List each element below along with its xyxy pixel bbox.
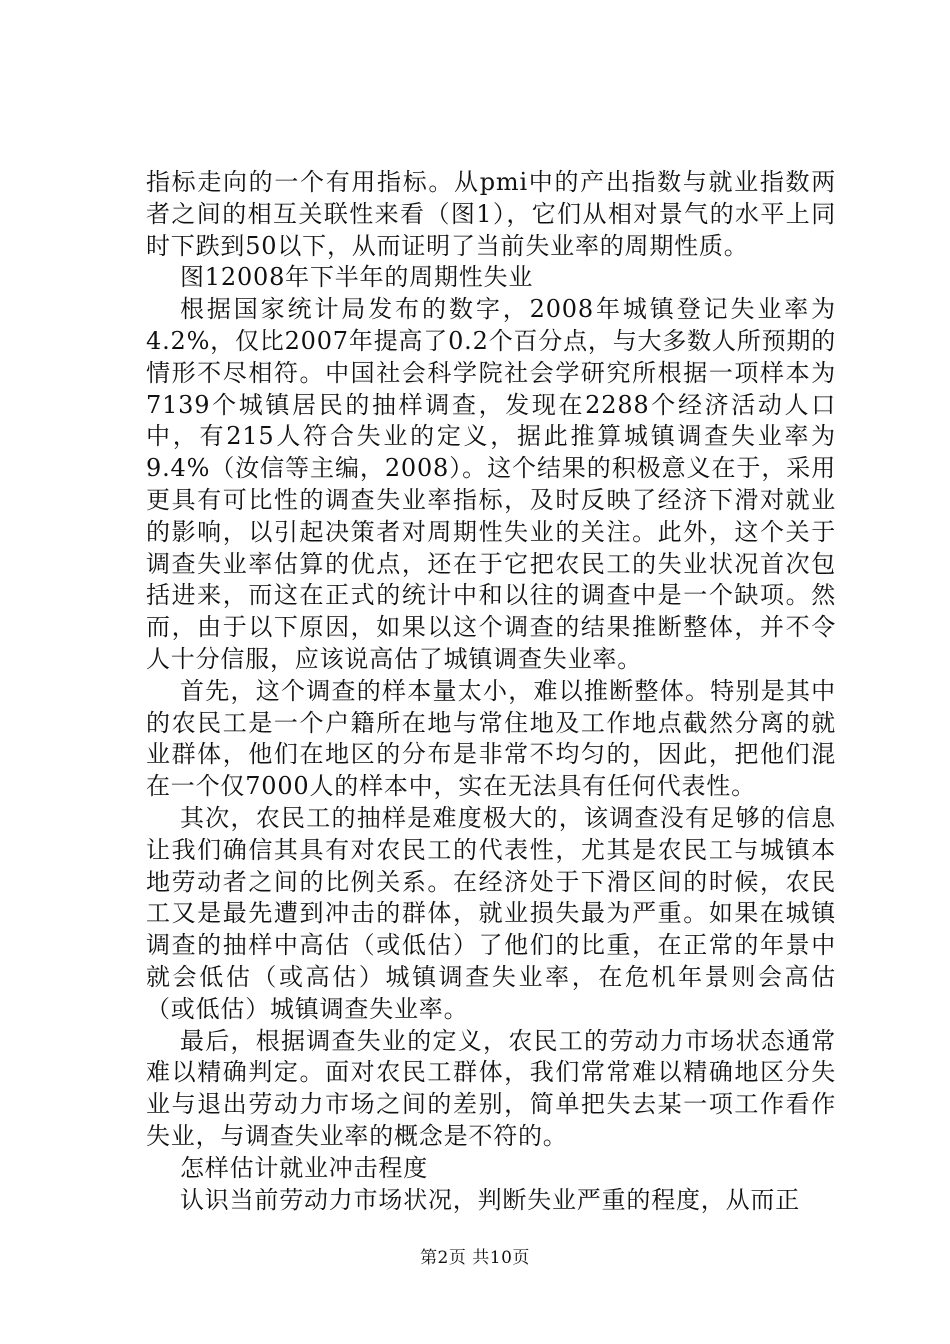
paragraph: 最后，根据调查失业的定义，农民工的劳动力市场状态通常难以精确判定。面对农民工群体，我们常常难以精确地区分失业与退出劳动力市场之间的差别，简单把失去某一项工作看作失业，与调查失业率的概念是不符的。	[146, 1026, 836, 1150]
paragraph-continued: 指标走向的一个有用指标。从pmi中的产出指数与就业指数两者之间的相互关联性来看（图1），它们从相对景气的水平上同时下跌到50以下，从而证明了当前失业率的周期性质。	[146, 168, 836, 260]
section-heading: 怎样估计就业冲击程度	[180, 1153, 428, 1182]
paragraph: 首先，这个调查的样本量太小，难以推断整体。特别是其中的农民工是一个户籍所在地与常住地及工作地点截然分离的就业群体，他们在地区的分布是非常不均匀的，因此，把他们混在一个仅7000人的样本中，实在无法具有任何代表性。	[146, 676, 836, 801]
document-body	[146, 167, 836, 1216]
paragraph: 根据国家统计局发布的数字，2008年城镇登记失业率为4.2%，仅比2007年提高了0.2个百分点，与大多数人所预期的情形不尽相符。中国社会科学院社会学研究所根据一项样本为7139个城镇居民的抽样调查，发现在2288个经济活动人口中，有215人符合失业的定义，据此推算城镇调查失业率为9.4%（汝信等主编，2008）。这个结果的积极意义在于，采用更具有可比性的调查失业率指标，及时反映了经济下滑对就业的影响，以引起决策者对周期性失业的关注。此外，这个关于调查失业率估算的优点，还在于它把农民工的失业状况首次包括进来，而这在正式的统计中和以往的调查中是一个缺项。然而，由于以下原因，如果以这个调查的结果推断整体，并不令人十分信服，应该说高估了城镇调查失业率。	[146, 295, 836, 673]
paragraph: 认识当前劳动力市场状况，判断失业严重的程度，从而正	[180, 1185, 800, 1214]
paragraph: 其次，农民工的抽样是难度极大的，该调查没有足够的信息让我们确信其具有对农民工的代表性，尤其是农民工与城镇本地劳动者之间的比例关系。在经济处于下滑区间的时候，农民工又是最先遭到冲击的群体，就业损失最为严重。如果在城镇调查的抽样中高估（或低估）了他们的比重，在正常的年景中就会低估（或高估）城镇调查失业率，在危机年景则会高估（或低估）城镇调查失业率。	[146, 803, 836, 1023]
figure-caption: 图12008年下半年的周期性失业	[180, 263, 534, 292]
page-number-footer: 第2页 共10页	[420, 1248, 530, 1268]
